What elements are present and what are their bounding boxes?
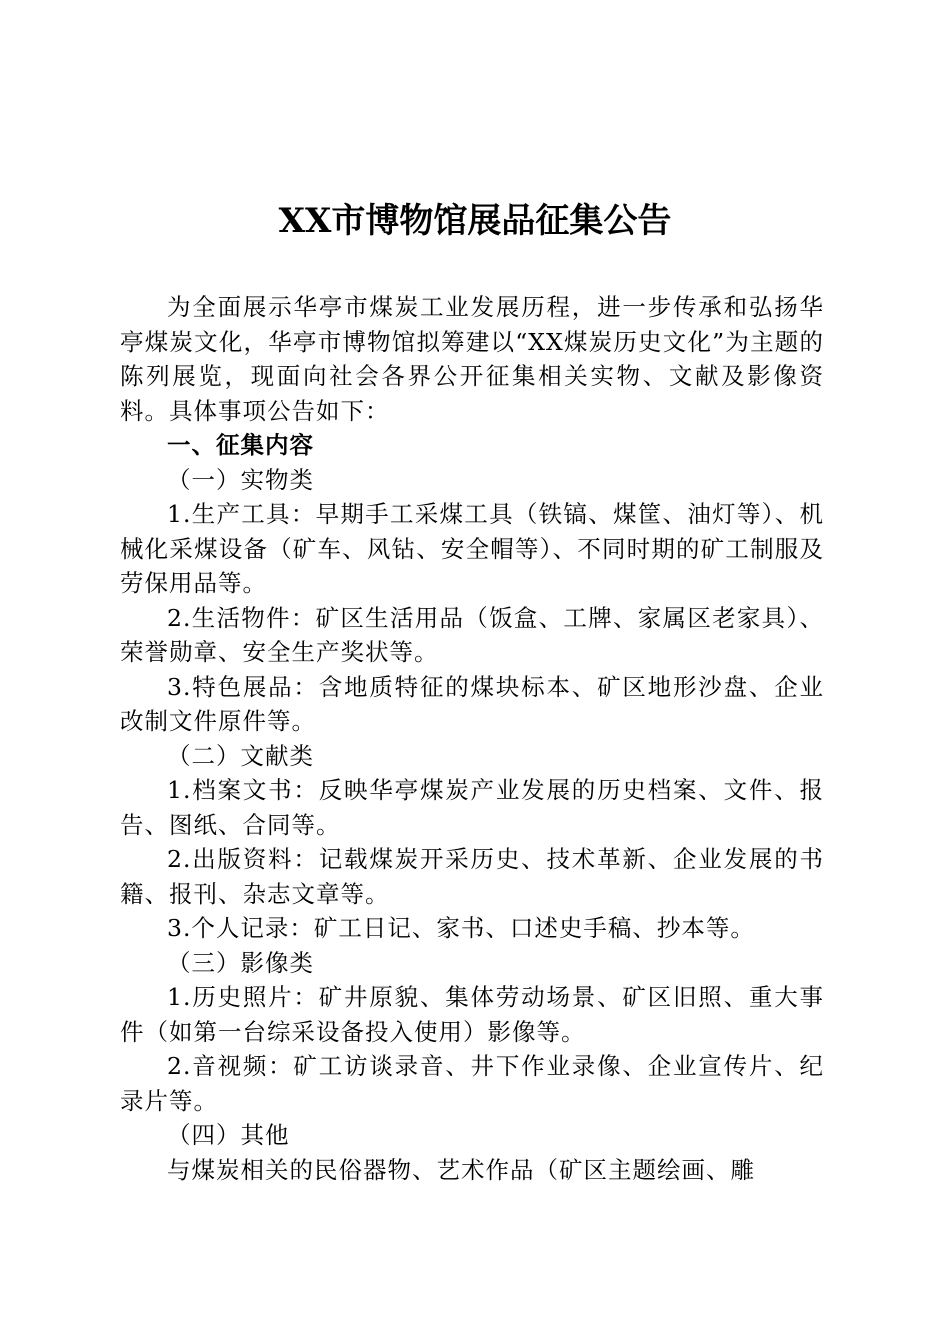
paragraph-special-exhibits: 3.特色展品：含地质特征的煤块标本、矿区地形沙盘、企业改制文件原件等。 bbox=[120, 672, 824, 735]
paragraph-intro: 为全面展示华亭市煤炭工业发展历程，进一步传承和弘扬华亭煤炭文化，华亭市博物馆拟筹建以“XX煤炭历史文化”为主题的陈列展览，现面向社会各界公开征集相关实物、文献及影像资料。具体事项公告如下： bbox=[120, 293, 824, 425]
paragraph-folk-items: 与煤炭相关的民俗器物、艺术作品（矿区主题绘画、雕 bbox=[167, 1155, 755, 1184]
paragraph-historical-photos: 1.历史照片：矿井原貌、集体劳动场景、矿区旧照、重大事件（如第一台综采设备投入使用）影像等。 bbox=[120, 983, 824, 1046]
subsection-heading-documents: （二）文献类 bbox=[167, 741, 314, 770]
document-body bbox=[120, 290, 824, 1187]
subsection-heading-other: （四）其他 bbox=[167, 1121, 290, 1149]
subsection-heading-images: （三）影像类 bbox=[167, 948, 314, 977]
paragraph-personal-records: 3.个人记录：矿工日记、家书、口述史手稿、抄本等。 bbox=[167, 914, 755, 942]
subsection-heading-objects: （一）实物类 bbox=[167, 465, 314, 494]
paragraph-audio-video: 2.音视频：矿工访谈录音、井下作业录像、企业宣传片、纪录片等。 bbox=[120, 1052, 824, 1115]
paragraph-daily-items: 2.生活物件：矿区生活用品（饭盒、工牌、家属区老家具）、荣誉勋章、安全生产奖状等。 bbox=[120, 603, 824, 666]
paragraph-publications: 2.出版资料：记载煤炭开采历史、技术革新、企业发展的书籍、报刊、杂志文章等。 bbox=[120, 845, 824, 908]
section-heading-content: 一、征集内容 bbox=[167, 431, 314, 459]
paragraph-archives: 1.档案文书：反映华亭煤炭产业发展的历史档案、文件、报告、图纸、合同等。 bbox=[120, 776, 824, 839]
document-title: XX市博物馆展品征集公告 bbox=[278, 201, 672, 241]
paragraph-production-tools: 1.生产工具：早期手工采煤工具（铁镐、煤筐、油灯等）、机械化采煤设备（矿车、风钻、安全帽等）、不同时期的矿工制服及劳保用品等。 bbox=[120, 500, 824, 597]
